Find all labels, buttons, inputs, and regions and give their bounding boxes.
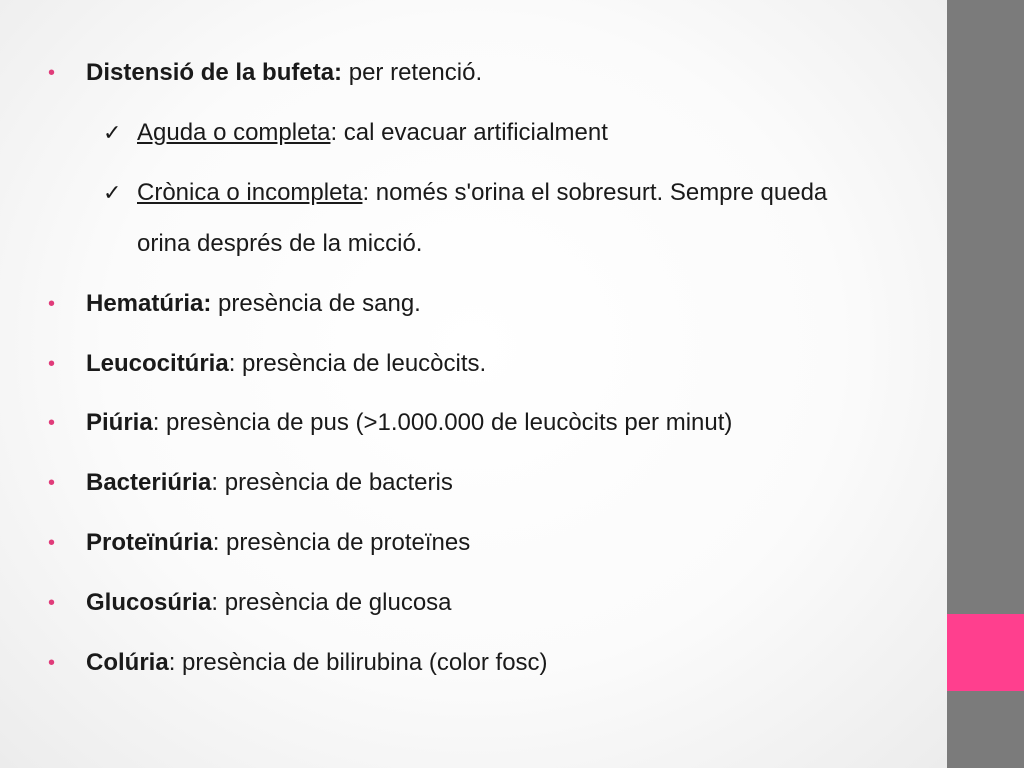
decorative-sidebar — [947, 0, 1024, 768]
bullet-item-leucocituria — [48, 349, 487, 379]
check-item-cronica — [103, 178, 828, 208]
bullet-text: : presència de leucòcits. — [228, 350, 487, 377]
bullet-item-proteinuria — [48, 528, 471, 558]
bullet-item-piuria — [48, 408, 733, 438]
check-term: Aguda o completa — [137, 119, 331, 146]
bullet-icon: • — [48, 412, 56, 434]
check-text: : només s'orina el sobresurt. Sempre queda — [362, 179, 828, 206]
bullet-icon: • — [48, 353, 56, 375]
bullet-text: : presència de proteïnes — [212, 529, 471, 556]
bullet-text: : presència de bacteris — [211, 469, 453, 496]
bullet-icon: • — [48, 293, 56, 315]
check-term: Crònica o incompleta — [137, 179, 363, 206]
check-item-cronica-continuation — [137, 229, 422, 259]
check-text: : cal evacuar artificialment — [330, 119, 608, 146]
bullet-icon: • — [48, 62, 56, 84]
bullet-term: Glucosúria — [86, 589, 212, 616]
bullet-term: Proteïnúria — [86, 529, 213, 556]
bullet-term: Colúria — [86, 649, 169, 676]
bullet-item-hematuria — [48, 289, 421, 319]
bullet-text: : presència de pus (>1.000.000 de leucòcits per minut) — [152, 409, 733, 436]
check-item-aguda — [103, 118, 608, 148]
bullet-icon: • — [48, 532, 56, 554]
bullet-text: presència de sang. — [211, 290, 421, 317]
bullet-term: Distensió de la bufeta: — [86, 59, 343, 86]
check-text-continuation: orina després de la micció. — [137, 230, 423, 257]
bullet-text: : presència de bilirubina (color fosc) — [168, 649, 548, 676]
bullet-item-coluria — [48, 648, 548, 678]
bullet-item-distensio — [48, 58, 483, 88]
bullet-icon: • — [48, 652, 56, 674]
bullet-item-glucosuria — [48, 588, 452, 618]
sidebar-gray-band-bottom — [947, 691, 1024, 768]
bullet-term: Hematúria: — [86, 290, 212, 317]
bullet-icon: • — [48, 472, 56, 494]
checkmark-icon: ✓ — [103, 120, 122, 145]
bullet-term: Leucocitúria — [86, 350, 229, 377]
bullet-item-bacteriuria — [48, 468, 453, 498]
sidebar-pink-accent — [947, 614, 1024, 691]
bullet-term: Piúria — [86, 409, 153, 436]
bullet-icon: • — [48, 592, 56, 614]
sidebar-gray-band — [947, 0, 1024, 614]
bullet-text: : presència de glucosa — [211, 589, 452, 616]
bullet-term: Bacteriúria — [86, 469, 212, 496]
checkmark-icon: ✓ — [103, 180, 122, 205]
bullet-text: per retenció. — [342, 59, 483, 86]
